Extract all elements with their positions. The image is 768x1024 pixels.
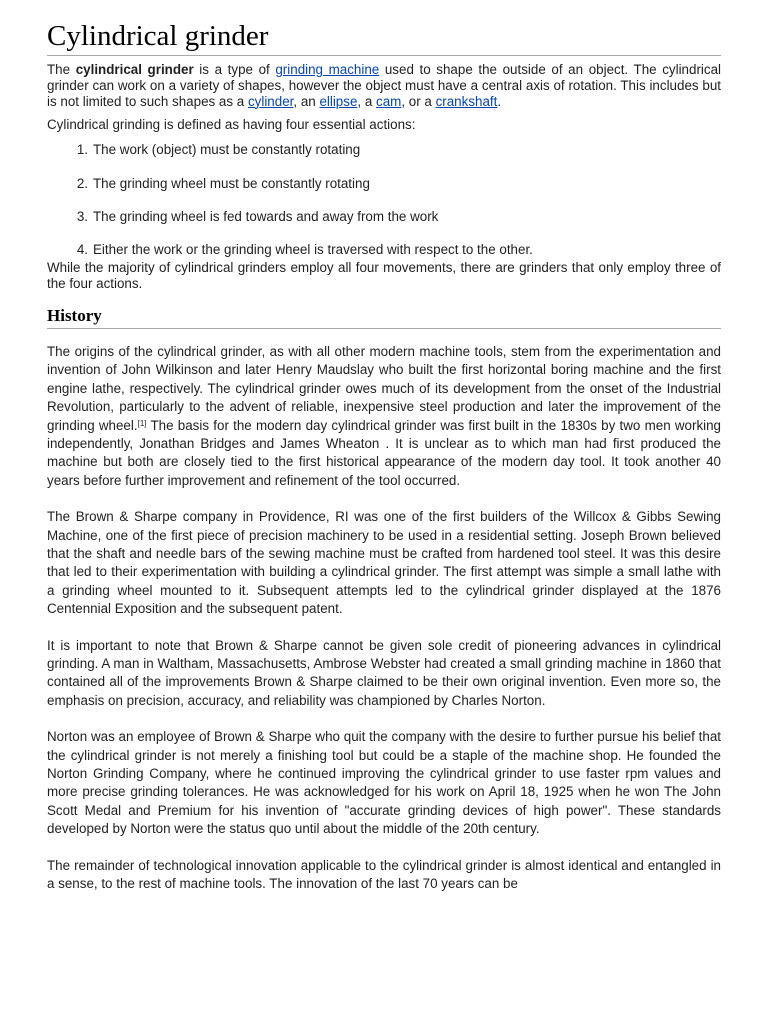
citation-link[interactable]: [1]: [137, 418, 147, 428]
actions-list: [47, 142, 721, 260]
link-cylinder[interactable]: cylinder: [247, 93, 294, 109]
movements-paragraph: While the majority of cylindrical grinders employ all four movements, there are grinders that only employ three of the four actions.: [47, 260, 721, 292]
link-crankshaft[interactable]: crankshaft: [435, 93, 498, 109]
link-cam[interactable]: cam: [376, 93, 402, 109]
article: [47, 18, 721, 894]
list-item: 1. The work (object) must be constantly rotating: [76, 142, 361, 158]
history-paragraph: The Brown & Sharpe company in Providence, RI was one of the first builders of the Willcox & Gibbs Sewing Machine, one of the first piece of precision machinery to be used in a residential setting. Joseph Brown believed that the shaft and needle bars of the sewing machine must be crafted from hardened tool steel. It was this desire that led to their experimentation with building a cylindrical grinder. The first attempt was simple a small lathe with a grinding wheel mounted to it. Subsequent attempts led to the cylindrical grinder displayed at the 1876 Centennial Exposition and the subsequent patent.: [47, 509, 721, 617]
list-item: 3. The grinding wheel is fed towards and away from the work: [76, 208, 439, 224]
intro-paragraph: The cylindrical grinder is a type of grinding machine used to shape the outside of an object. The cylindrical grinder can work on a variety of shapes, however the object must have a central axis of rotation. This includes but is not limited to such shapes as a cylinder, an ellipse, a cam, or a crankshaft.: [47, 62, 721, 109]
page-title: Cylindrical grinder: [47, 18, 721, 56]
history-paragraph: The origins of the cylindrical grinder, as with all other modern machine tools, stem from the experimentation and invention of John Wilkinson and later Henry Maudslay who built the first horizontal boring machine and the first engine lathe, respectively. The cylindrical grinder owes much of its development from the onset of the Industrial Revolution, particularly to the advent of reliable, inexpensive steel production and later the improvement of the grinding wheel.[1] The basis for the modern day cylindrical grinder was first built in the 1830s by two men working independently, Jonathan Bridges and James Wheaton . It is unclear as to which man had first produced the machine but both are closely tied to the first historical appearance of the modern day tool. It took another 40 years before further improvement and refinement of the tool occurred.: [47, 343, 722, 488]
link-grinding-machine[interactable]: grinding machine: [275, 62, 380, 77]
term-cylindrical-grinder: cylindrical grinder: [75, 62, 194, 77]
link-ellipse[interactable]: ellipse: [319, 93, 358, 109]
history-paragraph: It is important to note that Brown & Sharpe cannot be given sole credit of pioneering advances in cylindrical grinding. A man in Waltham, Massachusetts, Ambrose Webster had created a small grinding machine in 1860 that contained all of the improvements Brown & Sharpe claimed to be their own original invention. Even more so, the emphasis on precision, accuracy, and reliability was championed by Charles Norton.: [47, 637, 721, 708]
list-item: 4. Either the work or the grinding wheel is traversed with respect to the other.: [76, 242, 533, 258]
list-item: 2. The grinding wheel must be constantly rotating: [76, 175, 370, 191]
history-paragraph: The remainder of technological innovation applicable to the cylindrical grinder is almost identical and entangled in a sense, to the rest of machine tools. The innovation of the last 70 years can be: [47, 857, 721, 892]
section-heading-history: History: [47, 305, 721, 329]
actions-intro-paragraph: Cylindrical grinding is defined as having four essential actions:: [47, 117, 416, 133]
history-paragraph: Norton was an employee of Brown & Sharpe who quit the company with the desire to further pursue his belief that the cylindrical grinder is not merely a finishing tool but could be a staple of the machine shop. He founded the Norton Grinding Company, where he continued improving the cylindrical grinder to use faster rpm values and more precise grinding tolerances. He was acknowledged for his work on April 18, 1925 when he won The John Scott Medal and Premium for his invention of "accurate grinding devices of high power". These standards developed by Norton were the status quo until about the middle of the 20th century.: [47, 729, 721, 837]
